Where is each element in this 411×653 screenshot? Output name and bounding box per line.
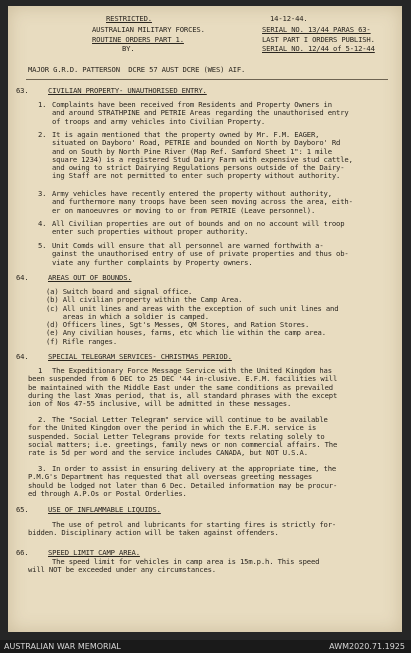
list-item: (d) Officers lines, Sgt's Messes, QM Stores, and Ration Stores. bbox=[46, 320, 310, 330]
paragraph bbox=[52, 101, 349, 126]
paragraph-line: Complaints have been received from Residents and Property Owners in bbox=[52, 100, 332, 109]
item-number: 3. bbox=[38, 464, 47, 473]
paragraph-line: will NOT be exceeded under any circumstances. bbox=[28, 565, 216, 575]
paragraph-line: rate is 5d per word and the service includes CANADA, but NOT U.S.A. bbox=[28, 448, 308, 458]
section-title: AREAS OUT OF BOUNDS. bbox=[48, 273, 132, 282]
paragraph-line: be maintained with the Middle East under the same conditions as prevailed bbox=[28, 382, 333, 392]
item-number: 4. bbox=[38, 219, 47, 228]
archive-credit: AUSTRALIAN WAR MEMORIAL bbox=[4, 642, 121, 651]
classification-label: RESTRICTED. bbox=[106, 14, 152, 23]
paragraph bbox=[52, 220, 344, 237]
paragraph bbox=[28, 521, 336, 538]
paragraph-line: of troops and army vehicles into Civilian Property. bbox=[52, 116, 266, 126]
paragraph-line: The use of petrol and lubricants for starting fires is strictly for- bbox=[52, 520, 337, 529]
paragraph-line: The speed limit for vehicles in camp area is 15m.p.h. This speed bbox=[52, 557, 320, 566]
document-page bbox=[8, 6, 402, 632]
paragraph-line: should be lodged not later than 6 Dec. Detailed information may be procur- bbox=[28, 480, 338, 490]
paragraph-line: and owing to strict Dairying Regulations persons outside of the Dairy- bbox=[52, 163, 345, 173]
paragraph-line: viate any further complaints by Property owners. bbox=[52, 257, 253, 267]
paragraph bbox=[28, 558, 319, 575]
item-number: 5. bbox=[38, 241, 47, 250]
list-item: (e) Any civilian houses, farms, etc which lie within the camp area. bbox=[46, 328, 326, 338]
paragraph-line: The "Social Letter Telegram" service will continue to be available bbox=[52, 415, 328, 424]
paragraph-line: bidden. Disciplinary action will be taken against offenders. bbox=[28, 528, 279, 538]
bounds-list bbox=[46, 288, 338, 346]
paragraph-line: square 1234) is a registered Stud Dairy Farm with expensive stud cattle, bbox=[52, 154, 353, 164]
paragraph-line: er on manoeuvres or moving to or from PETRIE (Leave personnel). bbox=[52, 205, 316, 215]
paragraph-line: during the last Xmas period, that is, all standard phrases with the except bbox=[28, 390, 338, 400]
orders-by: BY. bbox=[122, 44, 135, 53]
item-number: 3. bbox=[38, 189, 47, 198]
paragraph-line: In order to assist in ensuring delivery at the appropriate time, the bbox=[52, 464, 337, 473]
paragraph-line: suspended. Social Letter Telegrams provide for texts relating solely to bbox=[28, 431, 325, 441]
paragraph bbox=[52, 242, 349, 267]
paragraph-line: ion of Nos 47-55 inclusive, will be admitted in these messages. bbox=[28, 399, 292, 409]
paragraph-line: All Civilian properties are out of bounds and on no account will troop bbox=[52, 219, 345, 228]
item-number: 1 bbox=[38, 366, 43, 375]
paragraph-line: enter such properties without proper authority. bbox=[52, 227, 249, 237]
caption-bar bbox=[0, 640, 411, 653]
paragraph-line: Army vehicles have recently entered the property without authority, bbox=[52, 189, 332, 198]
paragraph-line: ing Staff are not permitted to enter such property without authority. bbox=[52, 171, 341, 181]
paragraph-line: situated on Dayboro' Road, PETRIE and bounded on North by Dayboro' Rd bbox=[52, 138, 341, 148]
paragraph bbox=[28, 416, 337, 457]
paragraph-line: social matters; i.e. greetings, family news or non commercial affairs. The bbox=[28, 439, 338, 449]
section-title: CIVILIAN PROPERTY- UNAUTHORISED ENTRY. bbox=[48, 86, 207, 95]
paragraph bbox=[28, 465, 337, 498]
paragraph-line: been suspended from 6 DEC to 25 DEC '44 in-clusive. E.F.M. facilities will bbox=[28, 374, 338, 384]
header-divider bbox=[26, 79, 388, 80]
issuing-officer: MAJOR G.R.D. PATTERSON DCRE 57 AUST DCRE (WES) AIF. bbox=[28, 65, 246, 74]
accession-number: AWM2020.71.1925 bbox=[329, 642, 405, 651]
list-item: (c) All unit lines and areas with the exception of such unit lines and bbox=[46, 303, 339, 313]
paragraph-line: and around STRATHPINE and PETRIE Areas regarding the unauthorised entry bbox=[52, 108, 349, 118]
order-date: 14-12-44. bbox=[270, 14, 308, 23]
paragraph-line: gainst the unauthorised entry of use of private properties and thus ob- bbox=[52, 249, 349, 259]
section-title: SPEED LIMIT CAMP AREA. bbox=[48, 548, 140, 557]
paragraph-line: P.M.G's Department has requested that all overseas greeting messages bbox=[28, 472, 313, 482]
section-number: 66. bbox=[16, 548, 29, 557]
list-item: (b) All civilian property within the Camp Area. bbox=[46, 295, 243, 305]
item-number: 2. bbox=[38, 130, 47, 139]
paragraph-line: The Expeditionary Force Message Service with the United Kingdom has bbox=[52, 366, 332, 375]
paragraph-line: and on South by North Pine River (Map Ref. Samford Sheet 1": 1 mile bbox=[52, 146, 332, 156]
list-item: (f) Rifle ranges. bbox=[46, 336, 118, 346]
section-number: 65. bbox=[16, 505, 29, 514]
section-number: 64. bbox=[16, 273, 29, 282]
section-title: SPECIAL TELEGRAM SERVICES- CHRISTMAS PERIOD. bbox=[48, 352, 232, 361]
serial-number: SERIAL NO. 13/44 PARAS 63- bbox=[262, 25, 371, 34]
paragraph bbox=[28, 367, 337, 408]
section-number: 64. bbox=[16, 352, 29, 361]
list-item: areas in which a soldier is camped. bbox=[46, 311, 209, 321]
paragraph bbox=[52, 131, 353, 181]
section-number: 63. bbox=[16, 86, 29, 95]
last-part-label: LAST PART I ORDERS PUBLISH. bbox=[262, 35, 375, 44]
paragraph-line: It is again mentioned that the property owned by Mr. F.M. EAGER, bbox=[52, 130, 320, 139]
paragraph-line: for the United Kingdom over the period in which the E.F.M. service is bbox=[28, 423, 317, 433]
paragraph bbox=[52, 190, 353, 215]
paragraph-line: and furthermore many troops have been seen moving across the area, eith- bbox=[52, 197, 353, 207]
item-number: 1. bbox=[38, 100, 47, 109]
paragraph-line: Unit Comds will ensure that all personnel are warned forthwith a- bbox=[52, 241, 324, 250]
organization-title: AUSTRALIAN MILITARY FORCES. bbox=[92, 25, 205, 34]
item-number: 2. bbox=[38, 415, 47, 424]
orders-title: ROUTINE ORDERS PART 1. bbox=[92, 35, 184, 44]
paragraph-line: ed through A.P.Os or Postal Orderlies. bbox=[28, 488, 187, 498]
list-item: (a) Switch board and signal office. bbox=[46, 287, 193, 296]
section-title: USE OF INFLAMMABLE LIQUIDS. bbox=[48, 505, 161, 514]
last-serial-number: SERIAL NO. 12/44 of 5-12-44 bbox=[262, 44, 375, 53]
